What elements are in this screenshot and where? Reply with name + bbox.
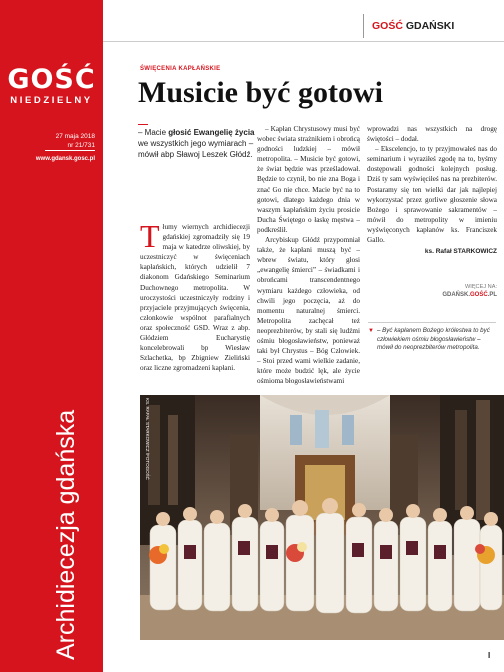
col3-paragraph-1: wprowadzi nas wszystkich na drogę świętości – dodał. (367, 125, 497, 144)
masthead-divider (363, 14, 364, 38)
col1-paragraph: łumy wiernych archidiecezji gdańskiej zgromadziły się 19 maja w katedrze oliwskiej, by uczestniczyć w święceniach kapłańskich, których udzielił 7 diakonom Gdańskiego Seminarium Duchownego metropolita. W uroczystości uczestniczyły rodziny i przyjaciele przyjmujących święcenia, członkowie wspólnot parafialnych oraz społeczność GSD. Wraz z abp. Głódziem Eucharystię koncelebrowali bp Wiesław Szlachetka, bp Zbigniew Zieliński oraz liczne zgromadzeni kapłani. (140, 223, 250, 373)
see-more-site-a: GDAŃSK. (442, 292, 470, 298)
see-more-box (395, 283, 497, 299)
col2-paragraph-2: Arcybiskup Głódź przypomniał także, że kapłani muszą być – wbrew światu, który głosi „ewangelię śmierci” – świadkami i obrońcami transcendentnego wymiaru każdego człowieka, od chwili jego poczęcia, aż do momentu naturalnej śmierci. Metropolita zachęcał też neoprezbiterów, by stali się ludźmi ośmiu błogosławieństw, ponieważ taki był Chrystus – Bóg Człowiek. – Stoi przed wami wielkie zadanie, które może budzić lęk, ale życie ośmioma błogosławieństwami (257, 236, 360, 386)
lead-start: – Macie (138, 128, 169, 137)
see-more-site-b: GOŚĆ (469, 292, 488, 298)
author-byline: ks. Rafał STARKOWICZ (424, 248, 497, 256)
issue-date: 27 maja 2018 (55, 133, 95, 140)
issue-info (6, 132, 95, 150)
photo-caption (368, 327, 493, 353)
masthead-region: GDAŃSKI (405, 20, 455, 32)
issue-divider (45, 150, 95, 151)
website-link[interactable]: www.gdansk.gosc.pl (35, 156, 95, 162)
caption-rule (368, 322, 496, 323)
caption-text: – Być kapłanem Bożego królestwa to być człowiekiem ośmiu błogosławieństw – mówił do neoprezbiterów metropolita. (377, 327, 490, 351)
see-more-site-c: .PL (487, 292, 497, 298)
col3-paragraph-2: – Ekscelencjo, to ty przyjmowałeś nas do seminarium i wyraziłeś zgodę na to, byśmy dostępowali godności kolejnych posług. Dziś ty sam wyświęciłeś nas na prezbiterów. Postaramy się ten wielki dar jak najlepiej wykorzystać przez gorliwe głoszenie słowa Bożego i sprawowanie sakramentów – mówił do metropolity w imieniu wyświęconych kapłanów ks. Franciszek Gallo. (367, 145, 497, 245)
ordination-photo (140, 395, 504, 640)
lead-emphasis: głosić Ewangelię życia (168, 128, 255, 137)
masthead-rule (103, 41, 504, 42)
sidebar (0, 0, 103, 672)
article-kicker: ŚWIĘCENIA KAPŁAŃSKIE (140, 66, 221, 72)
photo-illustration (140, 395, 504, 640)
article-column-2 (257, 124, 360, 386)
photo-credit: KS. RAFAŁ STARKOWICZ /FOTOGOŚĆ (145, 398, 150, 480)
article-lead (138, 124, 256, 160)
drop-cap: T (140, 218, 160, 254)
article-headline: Musicie być gotowi (138, 76, 383, 109)
section-vertical-title: Archidiecezja gdańska (52, 409, 80, 660)
issue-number: nr 21/731 (67, 142, 95, 149)
see-more-label: WIĘCEJ NA: (464, 284, 497, 290)
col2-paragraph-1: – Kapłan Chrystusowy musi być wobec świata strażnikiem i obrońcą godności ludzkiej – mówił metropolita. – Musicie być gotowi, że świat będzie was prześladował. Będzie to czynił, bo nie zna Boga i znać Go nie chce. Macie być na to gotowi, dlatego każdego dnia w waszym kapłańskim życiu prosicie Ducha Świętego o łaskę męstwa – podkreślił. (257, 125, 360, 234)
masthead-brand: GOŚĆ (372, 20, 403, 32)
masthead (372, 20, 454, 32)
see-more-link[interactable] (395, 291, 497, 299)
logo-main: GOŚĆ (7, 64, 96, 95)
caption-triangle-icon: ▼ (368, 328, 374, 334)
logo-sub: NIEDZIELNY (10, 95, 93, 106)
article-column-1 (140, 218, 250, 373)
article-column-3 (367, 124, 497, 257)
page-number: I (488, 651, 491, 660)
lead-end: we wszystkich jego wymiarach – mówił abp Sławoj Leszek Głódź. (138, 139, 254, 159)
gosc-niedzielny-logo (6, 66, 97, 106)
